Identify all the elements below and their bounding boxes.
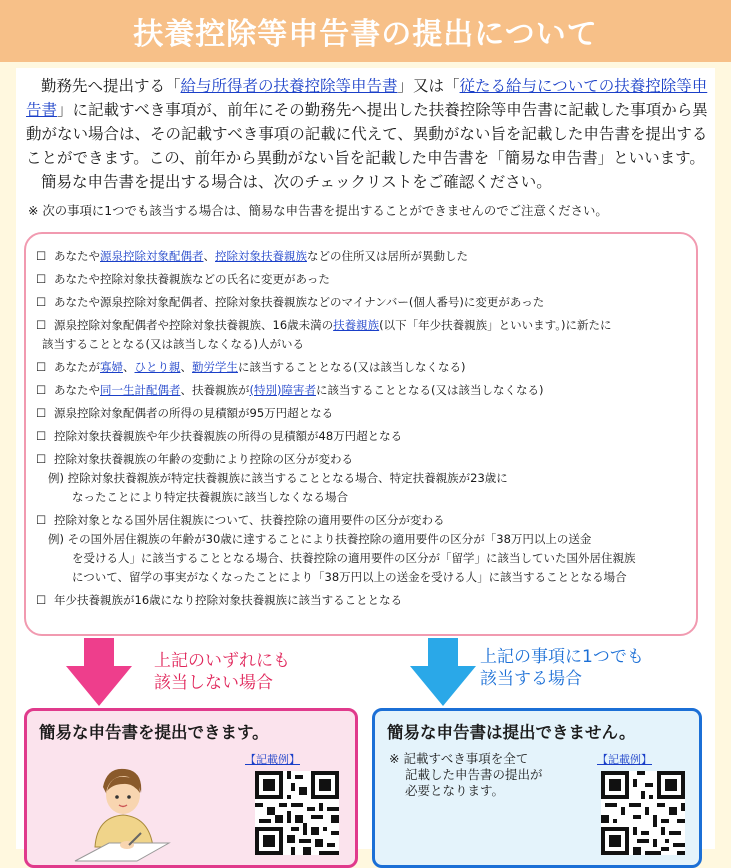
checkbox-icon: ☐ (36, 295, 47, 309)
example-line: なったことにより特定扶養親族に該当しなくなる場合 (72, 490, 348, 504)
result-title: 簡易な申告書を提出できます。 (39, 723, 269, 742)
checklist-text: に該当することとなる(又は該当しなくなる) (238, 360, 466, 374)
result-note-line: ※ 記載すべき事項を全て (389, 751, 529, 766)
checklist-item (36, 404, 688, 423)
example-line: 例) その国外居住親族の年齢が30歳に達することにより扶養控除の適用要件の区分が「38万円以上の送金 (48, 532, 592, 546)
warning-note: ※ 次の事項に1つでも該当する場合は、簡易な申告書を提出することができませんのでご注意ください。 (28, 203, 608, 218)
checklist-item (36, 358, 688, 377)
link-same-household-spouse[interactable]: 同一生計配偶者 (100, 383, 181, 397)
intro-paragraph-2: 簡易な申告書を提出する場合は、次のチェックリストをご確認ください。 (41, 173, 552, 191)
link-working-student[interactable]: 勤労学生 (192, 360, 238, 374)
checkbox-icon: ☐ (36, 406, 47, 420)
intro-paragraph-1 (26, 74, 714, 170)
person-writing-icon (67, 765, 177, 865)
checklist-text: 源泉控除対象配偶者の所得の見積額が95万円超となる (54, 406, 334, 420)
bracket-close: 】 (289, 753, 300, 766)
example-line: 例) 控除対象扶養親族が特定扶養親族に該当することとなる場合、特定扶養親族が23歳に (48, 471, 508, 485)
checkbox-icon: ☐ (36, 249, 47, 263)
condition-line: 該当しない場合 (154, 673, 273, 693)
result-can-submit (24, 708, 358, 868)
checklist-text: あなたや源泉控除対象配偶者、控除対象扶養親族などのマイナンバー(個人番号)に変更があった (54, 295, 545, 309)
checklist-item (36, 427, 688, 446)
checklist-item (36, 381, 688, 400)
example-link[interactable] (597, 751, 652, 767)
checklist-item (36, 511, 688, 587)
example-label: 記載例 (256, 753, 289, 766)
link-single-parent[interactable]: ひとり親 (134, 360, 181, 374)
checklist-box (24, 232, 698, 636)
checklist-item (36, 450, 688, 507)
link-disabled-person[interactable]: (特別)障害者 (249, 383, 316, 397)
checklist-text: 、 (180, 360, 192, 374)
example-line: について、留学の事実がなくなったことにより「38万円以上の送金を受ける人」に該当することとなる場合 (72, 570, 627, 584)
checklist-text-continued: 該当することとなる(又は該当しなくなる)人がいる (42, 337, 304, 351)
link-main-deduction-form[interactable]: 給与所得者の扶養控除等申告書 (180, 77, 398, 95)
checkbox-icon: ☐ (36, 593, 47, 607)
qr-code-icon[interactable] (601, 771, 685, 855)
condition-line: 上記の事項に1つでも (480, 647, 644, 667)
link-spouse-for-withholding[interactable]: 源泉控除対象配偶者 (100, 249, 204, 263)
result-title: 簡易な申告書は提出できません。 (387, 723, 636, 742)
title-banner (0, 0, 731, 62)
example-link[interactable] (245, 751, 300, 767)
condition-applicable (480, 646, 644, 690)
checklist-text: 控除対象扶養親族の年齢の変動により控除の区分が変わる (54, 452, 353, 466)
intro-text-3: 」に記載すべき事項が、前年にその勤務先へ提出した扶養控除等申告書に記載した事項から異動がない場合は、その記載すべき事項の記載に代えて、異動がない旨を記載した申告書を提出することができます。この、前年から異動がない旨を記載した申告書を「簡易な申告書」といいます。 (26, 101, 708, 167)
checklist-text: あなたや控除対象扶養親族などの氏名に変更があった (54, 272, 330, 286)
example-line: を受ける人」に該当することとなる場合、扶養控除の適用要件の区分が「留学」に該当していた国外居住親族 (72, 551, 636, 565)
checkbox-icon: ☐ (36, 513, 47, 527)
checklist-text: あなたが (54, 360, 100, 374)
link-dependent-relatives[interactable]: 扶養親族 (333, 318, 380, 332)
checklist (26, 234, 696, 610)
intro-text-2: 」又は「 (397, 77, 460, 95)
checkbox-icon: ☐ (36, 452, 47, 466)
result-note-line: 記載した申告書の提出が (405, 767, 543, 782)
main-content (16, 68, 715, 849)
link-dependents[interactable]: 控除対象扶養親族 (215, 249, 307, 263)
condition-line: 該当する場合 (480, 669, 582, 689)
checklist-text: 、 (203, 249, 215, 263)
checklist-text: 年少扶養親族が16歳になり控除対象扶養親族に該当することとなる (54, 593, 403, 607)
checklist-item (36, 270, 688, 289)
link-secondary-salary-form-part1: 従たる給与についての扶養控除等申 (459, 77, 708, 95)
checklist-item (36, 316, 688, 354)
checklist-item (36, 247, 688, 266)
bracket-close: 】 (641, 753, 652, 766)
example-label: 記載例 (608, 753, 641, 766)
condition-line: 上記のいずれにも (154, 651, 290, 671)
bracket-open: 【 (245, 753, 256, 766)
intro-text (26, 74, 714, 194)
checklist-text: 源泉控除対象配偶者や控除対象扶養親族、16歳未満の (54, 318, 334, 332)
arrow-down-icon (64, 638, 134, 708)
checklist-text: などの住所又は居所が異動した (307, 249, 468, 263)
arrow-down-icon (408, 638, 478, 708)
intro-text-1: 勤務先へ提出する「 (41, 77, 181, 95)
checkbox-icon: ☐ (36, 360, 47, 374)
checklist-text: あなたや (54, 249, 100, 263)
checklist-item (36, 293, 688, 312)
checklist-text: あなたや (54, 383, 100, 397)
checklist-text: に該当することとなる(又は該当しなくなる) (315, 383, 544, 397)
qr-code-icon[interactable] (255, 771, 339, 855)
link-secondary-salary-form-part2: 告書 (26, 101, 58, 119)
result-cannot-submit (372, 708, 702, 868)
checkbox-icon: ☐ (36, 383, 47, 397)
checklist-text: 控除対象となる国外居住親族について、扶養控除の適用要件の区分が変わる (54, 513, 445, 527)
checklist-item (36, 591, 688, 610)
result-note (389, 751, 543, 799)
checkbox-icon: ☐ (36, 429, 47, 443)
checklist-text: 控除対象扶養親族や年少扶養親族の所得の見積額が48万円超となる (54, 429, 403, 443)
page-title: 扶養控除等申告書の提出について (133, 17, 598, 52)
bracket-open: 【 (597, 753, 608, 766)
checklist-text: 、扶養親族が (180, 383, 250, 397)
link-widow[interactable]: 寡婦 (100, 360, 123, 374)
checkbox-icon: ☐ (36, 272, 47, 286)
checkbox-icon: ☐ (36, 318, 47, 332)
condition-not-applicable (154, 650, 290, 694)
checklist-text: (以下「年少扶養親族」といいます。)に新たに (379, 318, 612, 332)
result-note-line: 必要となります。 (405, 783, 505, 798)
checklist-text: 、 (123, 360, 135, 374)
